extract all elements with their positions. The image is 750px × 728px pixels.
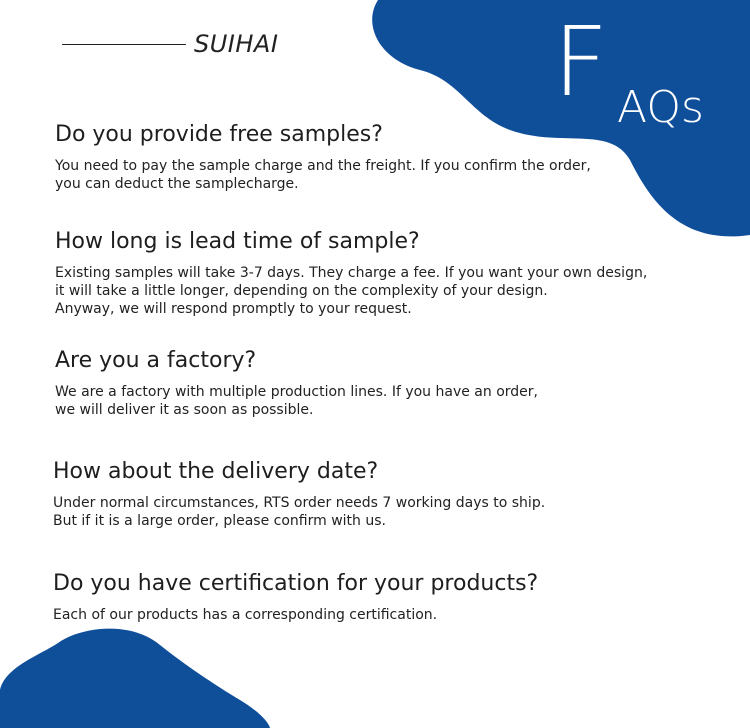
faq-answer-line: we will deliver it as soon as possible. [55, 402, 314, 418]
faqs-title [553, 6, 704, 133]
faq-answer-line: You need to pay the sample charge and the freight. If you confirm the order, [55, 158, 591, 174]
brand-divider-line [62, 44, 186, 45]
faq-answer-line: We are a factory with multiple production lines. If you have an order, [55, 384, 538, 400]
faq-answer-line: Anyway, we will respond promptly to your request. [55, 301, 412, 317]
faq-answer-line: Each of our products has a corresponding certification. [53, 607, 438, 623]
faq-item [55, 229, 647, 318]
faq-answer-line: you can deduct the samplecharge. [55, 176, 299, 192]
faq-item [53, 571, 538, 624]
faq-question: How about the delivery date? [53, 459, 379, 484]
faq-answer-line: Existing samples will take 3-7 days. They charge a fee. If you want your own design, [55, 265, 648, 281]
faq-answer-line: Under normal circumstances, RTS order needs 7 working days to ship. [53, 495, 546, 511]
faq-question: Are you a factory? [55, 348, 257, 373]
faq-answer [55, 264, 647, 318]
faq-answer [55, 157, 591, 193]
decorative-blob-bottom [0, 625, 270, 728]
faqs-title-rest: AQs [617, 82, 704, 133]
faq-answer [55, 383, 538, 419]
faq-answer-line: But if it is a large order, please confirm with us. [53, 513, 386, 529]
faq-question: Do you provide free samples? [55, 122, 383, 147]
brand-name: SUIHAI [194, 30, 279, 58]
faq-item [55, 122, 591, 193]
faq-item [55, 348, 538, 419]
faq-answer-line: it will take a little longer, depending on the complexity of your design. [55, 283, 548, 299]
faq-item [53, 459, 545, 530]
faq-answer [53, 494, 545, 530]
brand-header [62, 28, 278, 60]
faq-answer [53, 606, 538, 624]
faq-question: How long is lead time of sample? [55, 229, 420, 254]
faq-question: Do you have certification for your products? [53, 571, 539, 596]
faqs-title-letter: F [553, 6, 609, 118]
